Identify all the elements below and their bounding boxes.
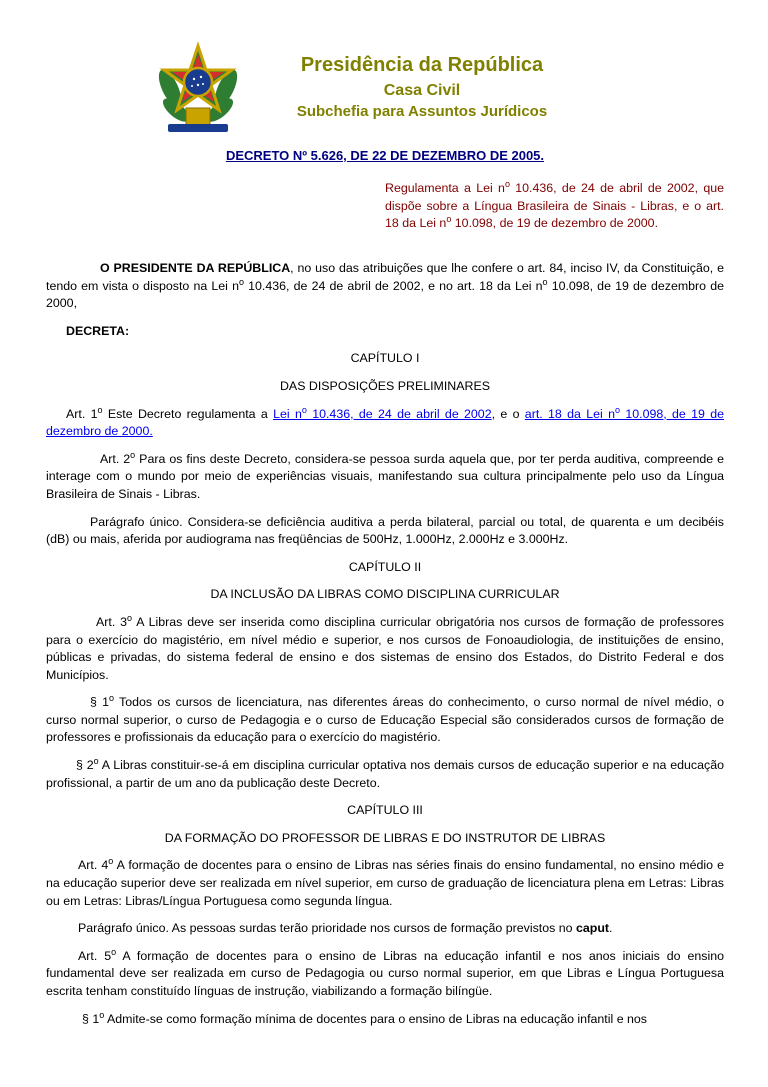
article-4: Art. 4$^o$ A formação de docentes para o ensino de Libras nas séries finais do ensino fundamental, no ensino médio e na educação superior deve ser realizada em nível superior, em curso de graduação de licenciatura plena em Letras: Libras ou em Letras: Libras/Língua Portuguesa como segunda língua. bbox=[46, 856, 724, 908]
law-10436-link[interactable]: Lei n$^o$ 10.436, de 24 de abril de 2002 bbox=[273, 404, 492, 421]
decree-body bbox=[46, 260, 724, 1038]
chapter-2-title: DA INCLUSÃO DA LIBRAS COMO DISCIPLINA CURRICULAR bbox=[210, 587, 560, 602]
decree-ementa: Regulamenta a Lei $n^o$ 10.436, de 24 de abril de 2002, que dispõe sobre a Língua Brasileira de Sinais - Libras, e o art. 18 da Lei $n^o$ 10.098, de 19 de dezembro de 2000. bbox=[385, 178, 724, 230]
article-4-paragraph: Parágrafo único. As pessoas surdas terão prioridade nos cursos de formação previstos no caput. bbox=[78, 921, 613, 936]
chapter-1-title: DAS DISPOSIÇÕES PRELIMINARES bbox=[279, 378, 490, 393]
article-5: Art. 5$^o$ A formação de docentes para o ensino de Libras na educação infantil e nos anos iniciais do ensino fundamental deve ser realizada em curso de Pedagogia ou curso normal superior, em que Libras e Língua Portuguesa escrita tenham constituído línguas de instrução, viabilizando a formação bilíngüe. bbox=[46, 946, 724, 998]
chapter-1-label: CAPÍTULO I bbox=[350, 351, 420, 366]
article-2-paragraph: Parágrafo único. Considera-se deficiência auditiva a perda bilateral, parcial ou total, de quarenta e um decibéis (dB) ou mais, aferida por audiograma nas freqüências de 500Hz, 1.000Hz, 2.000Hz e 3.000Hz. bbox=[46, 514, 725, 547]
preamble: O PRESIDENTE DA REPÚBLICA, no uso das atribuições que lhe confere o art. 84, inciso IV, da Constituição, e tendo em vista o disposto na Lei $n^o$ 10.436, de 24 de abril de 2002, e no art. 18 da Lei $n^o$ 10.098, de 19 de dezembro de 2000, bbox=[46, 261, 724, 311]
article-3: Art. 3$^o$ A Libras deve ser inserida como disciplina curricular obrigatória nos cursos de formação de professores para o exercício do magistério, em nível médio e superior, e nos cursos de Fonoaudiologia, de instituições de ensino, públicas e privadas, do sistema federal de ensino e dos sistemas de ensino dos Estados, do Distrito Federal e dos Municípios. bbox=[46, 612, 725, 682]
chapter-3-label: CAPÍTULO III bbox=[347, 803, 423, 818]
article-5-paragraph-1: § 1$^o$ Admite-se como formação mínima de docentes para o ensino de Libras na educação infantil e nos bbox=[82, 1009, 647, 1026]
decree-title: DECRETO Nº 5.626, DE 22 DE DEZEMBRO DE 2005. bbox=[225, 148, 545, 163]
subchefia-heading: Subchefia para Assuntos Jurídicos bbox=[296, 103, 548, 120]
law-10098-art18-link[interactable]: art. 18 da Lei n$^o$ 10.098, de 19 de dezembro de 2000. bbox=[46, 404, 725, 439]
article-1: Art. 1$^o$ Este Decreto regulamenta a Lei n$^o$ 10.436, de 24 de abril de 2002, e o art. 18 da Lei n$^o$ 10.098, de 19 de dezembro de 2000. bbox=[46, 404, 725, 439]
chapter-2-label: CAPÍTULO II bbox=[348, 559, 422, 574]
article-3-paragraph-1: § 1$^o$ Todos os cursos de licenciatura, nas diferentes áreas do conhecimento, o curso normal de nível médio, o curso normal superior, o curso de Pedagogia e o curso de Educação Especial são considerados cursos de formação de professores e profissionais da educação para o exercício do magistério. bbox=[46, 693, 724, 745]
chapter-3-title: DA FORMAÇÃO DO PROFESSOR DE LIBRAS E DO INSTRUTOR DE LIBRAS bbox=[164, 830, 606, 845]
casa-civil-heading: Casa Civil bbox=[383, 82, 461, 99]
presidency-heading: Presidência da República bbox=[300, 54, 544, 76]
article-2: Art. 2$^o$ Para os fins deste Decreto, considera-se pessoa surda aquela que, por ter perda auditiva, compreende e interage com o mundo por meio de experiências visuais, manifestando sua cultura principalmente pelo uso da Língua Brasileira de Sinais - Libras. bbox=[46, 449, 725, 501]
article-3-paragraph-2: § 2$^o$ A Libras constituir-se-á em disciplina curricular optativa nos demais cursos de educação superior e na educação profissional, a partir de um ano da publicação deste Decreto. bbox=[46, 755, 724, 790]
decreta-heading: DECRETA: bbox=[66, 323, 130, 338]
